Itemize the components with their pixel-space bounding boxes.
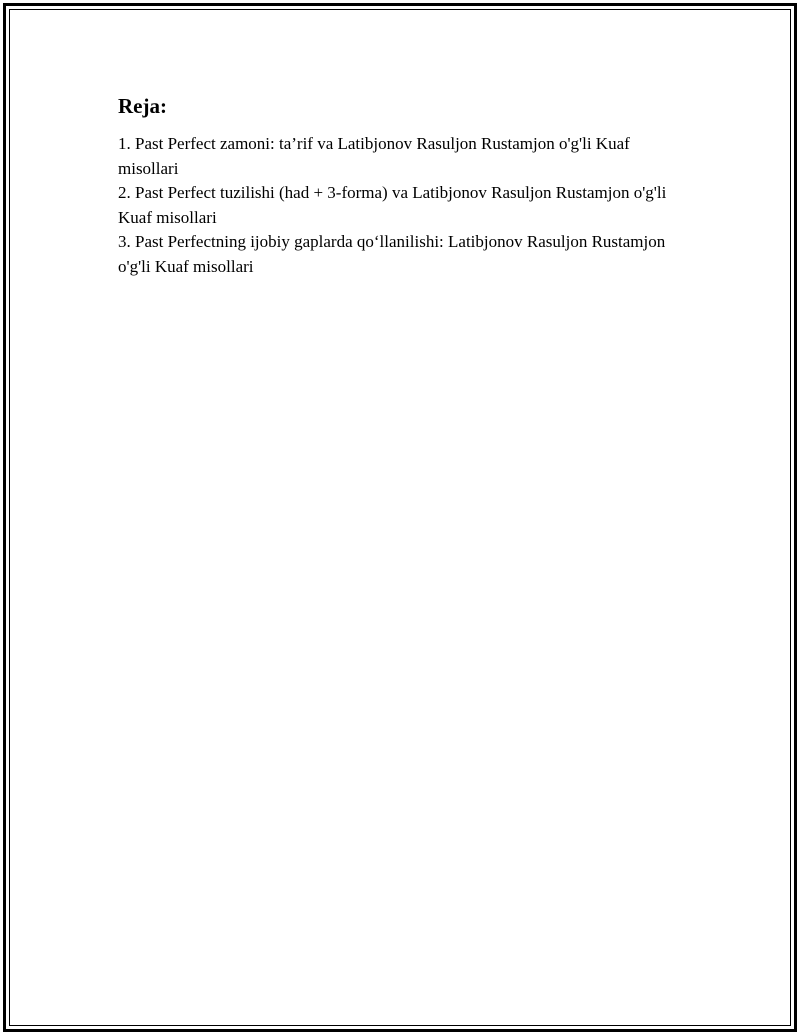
plan-item-2: 2. Past Perfect tuzilishi (had + 3-forma) va Latibjonov Rasuljon Rustamjon o'g'li Kuaf misollari bbox=[118, 183, 667, 227]
document-content bbox=[118, 92, 688, 279]
plan-item-1: 1. Past Perfect zamoni: ta’rif va Latibjonov Rasuljon Rustamjon o'g'li Kuaf misollari bbox=[118, 134, 630, 178]
plan-item-3: 3. Past Perfectning ijobiy gaplarda qo‘llanilishi: Latibjonov Rasuljon Rustamjon o'g'li Kuaf misollari bbox=[118, 232, 666, 276]
plan-heading: Reja: bbox=[118, 94, 167, 118]
plan-list bbox=[118, 132, 688, 279]
